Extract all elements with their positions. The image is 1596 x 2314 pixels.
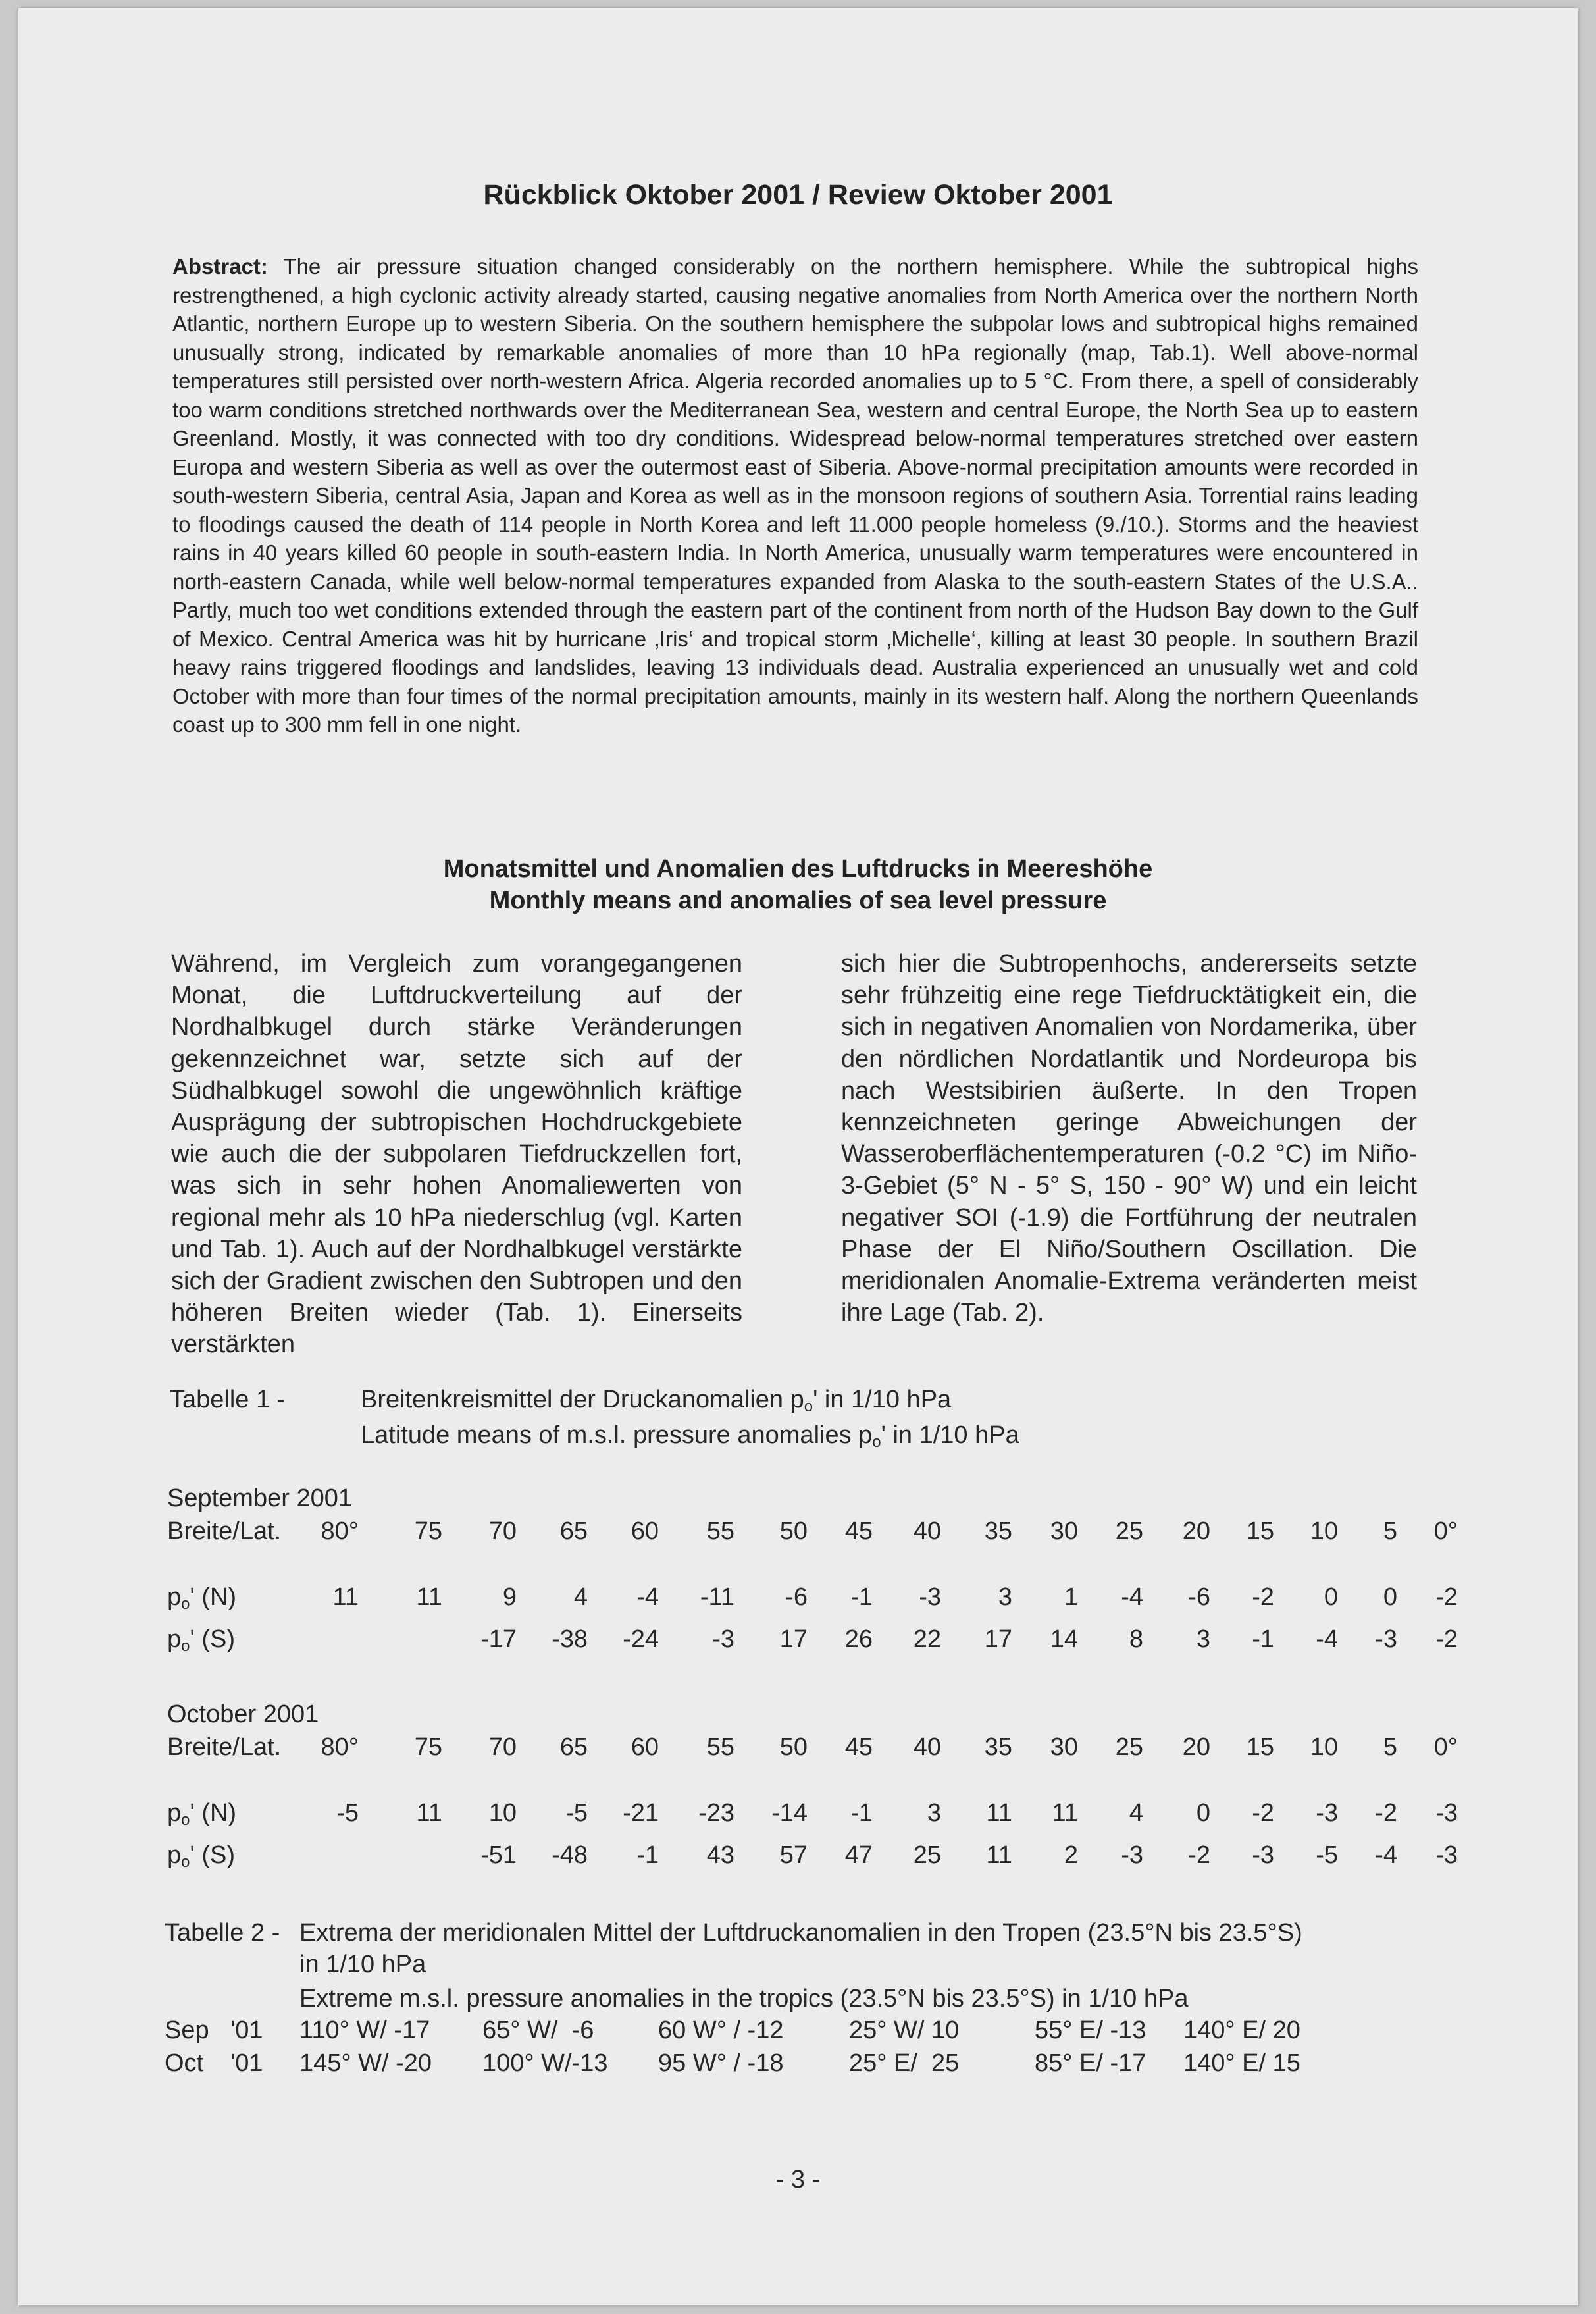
table1-lat-header: 10 [1310,1733,1338,1761]
table1-cell-north: -2 [1252,1799,1274,1827]
table1-row-label-south: $p_o'$ (S) [167,1625,235,1655]
table1-cell-south: -48 [552,1841,588,1869]
table1-lat-header: 25 [1115,1517,1143,1545]
table1-lat-header: 80° [321,1733,359,1761]
section-heading [0,853,1596,916]
table1-cell-north: 11 [416,1583,442,1611]
table1-cell-north: -6 [785,1583,808,1611]
table1-lat-header: 0° [1433,1517,1458,1545]
table1-cell-north: 11 [1052,1799,1078,1827]
table1-cell-south: 2 [1064,1841,1078,1869]
table2-year: '01 [230,2049,263,2077]
abstract-label: Abstract: [172,254,268,278]
table1-row-label-north: $p_o'$ (N) [167,1799,237,1829]
body-column-left: Während, im Vergleich zum vorangegangenen Monat, die Luftdruckverteilung auf der Nordhalbkugel durch stärke Veränderungen gekennzeichnet war, setzte sich auf der Südhalbkugel sowohl die ungewöhnlich kräftige Ausprägung der subtropischen Hochdruckgebiete wie auch die der subpolaren Tiefdruckzellen fort, was sich in sehr hohen Anomaliewerten von regional mehr als 10 hPa niederschlug (vgl. Karten und Tab. 1). Auch auf der Nordhalbkugel verstärkte sich der Gradient zwischen den Subtropen und den höheren Breiten wieder (Tab. 1). Einerseits verstärkten [171,950,742,1359]
table1-cell-south: -1 [1252,1625,1274,1653]
table1-cell-north: -3 [919,1583,941,1611]
table2-cell: 140° E/ 20 [1183,2016,1300,2044]
table1-cell-north: 0 [1383,1583,1397,1611]
table1-cell-north: -1 [850,1799,873,1827]
table1-cell-south: 47 [844,1841,873,1869]
table1-lat-header: 25 [1115,1733,1143,1761]
table1-cell-south: -24 [623,1625,659,1653]
table1-cell-south: 11 [986,1841,1012,1869]
table1-cell-south: 26 [844,1625,873,1653]
table1-cell-south: -4 [1375,1841,1397,1869]
table1-lat-header: 15 [1246,1517,1274,1545]
table2-cell: 95 W° / -18 [658,2049,784,2077]
table2-caption-de-1: Extrema der meridionalen Mittel der Luftdruckanomalien in den Tropen (23.5°N bis 23.5°S) [299,1919,1302,1947]
table1-label: Tabelle 1 - [170,1386,286,1413]
table1-cell-south: -3 [1375,1625,1397,1653]
table1-caption-en: Latitude means of m.s.l. pressure anomalies $p_o'$ in 1/10 hPa [361,1421,1019,1451]
abstract [172,252,1418,739]
table2-cell: 60 W° / -12 [658,2016,784,2044]
table1-lat-header: 20 [1182,1517,1210,1545]
table1-cell-north: -5 [336,1799,359,1827]
table2-caption-en: Extreme m.s.l. pressure anomalies in the tropics (23.5°N bis 23.5°S) in 1/10 hPa [299,1985,1189,2012]
table2-month: Sep [165,2016,209,2044]
table1-cell-south: 17 [984,1625,1012,1653]
table1-lat-header: 35 [984,1517,1012,1545]
table1-lat-header: 75 [414,1733,442,1761]
table1-cell-north: 1 [1064,1583,1078,1611]
table1-lat-header: 30 [1050,1517,1078,1545]
table1-cell-south: 14 [1050,1625,1078,1653]
table1-lat-header: 0° [1433,1733,1458,1761]
table1-cell-north: -4 [1121,1583,1143,1611]
table1-month-title: September 2001 [167,1485,352,1512]
table1-lat-header: 15 [1246,1733,1274,1761]
table1-cell-north: -21 [623,1799,659,1827]
table1-cell-south: 43 [706,1841,734,1869]
table1-cell-north: -6 [1188,1583,1210,1611]
table1-cell-south: 17 [779,1625,808,1653]
table2-month: Oct [165,2049,204,2077]
table1-cell-north: -3 [1435,1799,1458,1827]
table1-lat-header: 80° [321,1517,359,1545]
table1-cell-south: -3 [1121,1841,1143,1869]
table1-month-title: October 2001 [167,1700,319,1728]
table1-lat-header: 65 [559,1517,588,1545]
table1-cell-north: -2 [1435,1583,1458,1611]
table1-cell-south: -17 [480,1625,517,1653]
table1-cell-south: -51 [480,1841,517,1869]
table1-cell-north: -2 [1252,1583,1274,1611]
table1-lat-header: 50 [779,1733,808,1761]
table1-cell-south: -2 [1435,1625,1458,1653]
table1-cell-south: 3 [1196,1625,1210,1653]
table1-cell-south: -38 [552,1625,588,1653]
table1-cell-north: -11 [700,1583,734,1611]
table1-lat-header: 70 [488,1733,517,1761]
table1-caption-de: Breitenkreismittel der Druckanomalien $p_o'$ in 1/10 hPa [361,1386,952,1415]
table2-caption-de-2: in 1/10 hPa [299,1951,426,1978]
table1-cell-north: -5 [565,1799,588,1827]
table1-cell-south: 57 [779,1841,808,1869]
table1-cell-north: -3 [1316,1799,1338,1827]
page-title: Rückblick Oktober 2001 / Review Oktober 2001 [483,179,1113,211]
table1-cell-north: -14 [771,1799,808,1827]
table1-cell-south: 25 [913,1841,941,1869]
table2-cell: 25° W/ 10 [849,2016,960,2044]
table1-cell-south: -2 [1188,1841,1210,1869]
table1-cell-south: -1 [636,1841,659,1869]
table1-cell-north: -2 [1375,1799,1397,1827]
table1-lat-header: 5 [1383,1733,1397,1761]
table2-cell: 25° E/ 25 [849,2049,960,2077]
page-number: - 3 - [775,2166,821,2194]
table1-cell-north: 11 [986,1799,1012,1827]
table1-cell-north: 9 [502,1583,517,1611]
table1-cell-south: 22 [913,1625,941,1653]
table1-lat-header: 5 [1383,1517,1397,1545]
table2-cell: 55° E/ -13 [1035,2016,1146,2044]
table1-cell-north: 10 [488,1799,517,1827]
table1-lat-header: 35 [984,1733,1012,1761]
table1-cell-north: 0 [1196,1799,1210,1827]
table1-lat-header: 60 [631,1733,659,1761]
table1-cell-north: -4 [636,1583,659,1611]
table2-year: '01 [230,2016,263,2044]
table1-lat-header: 65 [559,1733,588,1761]
table1-cell-north: 11 [332,1583,359,1611]
table2-cell: 100° W/-13 [482,2049,608,2077]
table1-cell-south: 8 [1129,1625,1143,1653]
table2-cell: 140° E/ 15 [1183,2049,1300,2077]
table1-cell-north: 4 [1129,1799,1143,1827]
table1-lat-label: Breite/Lat. [167,1733,282,1761]
table1-lat-header: 30 [1050,1733,1078,1761]
table1-lat-header: 40 [913,1733,941,1761]
table1-lat-header: 55 [706,1517,734,1545]
table2-label: Tabelle 2 - [165,1919,280,1947]
section-heading-de: Monatsmittel und Anomalien des Luftdrucks in Meereshöhe [443,855,1153,883]
table2-cell: 85° E/ -17 [1035,2049,1146,2077]
table1-lat-header: 75 [414,1517,442,1545]
table1-cell-south: -3 [1435,1841,1458,1869]
table1-lat-header: 45 [844,1517,873,1545]
table1-cell-north: 3 [927,1799,941,1827]
abstract-text: The air pressure situation changed considerably on the northern hemisphere. While the subtropical highs restrengthened, a high cyclonic activity already started, causing negative anomalies from North America over the northern North Atlantic, northern Europe up to western Siberia. On the southern hemisphere the subpolar lows and subtropical highs remained unusually strong, indicated by remarkable anomalies of more than 10 hPa regionally (map, Tab.1). Well above-normal temperatures still persisted over north-western Africa. Algeria recorded anomalies up to 5 °C. From there, a spell of considerably too warm conditions stretched northwards over the Mediterranean Sea, western and central Europe, the North Sea up to eastern Greenland. Mostly, it was connected with too dry conditions. Widespread below-normal temperatures stretched over eastern Europa and western Siberia as well as over the outermost east of Siberia. Above-normal precipitation amounts were recorded in south-western Siberia, central Asia, Japan and Korea as well as in the monsoon regions of southern Asia. Torrential rains leading to floodings caused the death of 114 people in North Korea and left 11.000 people homeless (9./10.). Storms and the heaviest rains in 40 years killed 60 people in south-eastern India. In North America, unusually warm temperatures were encountered in north-eastern Canada, while well below-normal temperatures expanded from Alaska to the south-eastern States of the U.S.A.. Partly, much too wet conditions extended through the eastern part of the continent from north of the Hudson Bay down to the Gulf of Mexico. Central America was hit by hurricane ‚Iris‘ and tropical storm ‚Michelle‘, killing at least 30 people. In southern Brazil heavy rains triggered floodings and landslides, leaving 13 individuals dead. Australia experienced an unusually wet and cold October with more than four times of the normal precipitation amounts, mainly in its western half. Along the northern Queenlands coast up to 300 mm fell in one night. [172,254,1418,737]
table1-cell-south: -3 [1252,1841,1274,1869]
table1-lat-header: 40 [913,1517,941,1545]
table1-cell-south: -3 [712,1625,734,1653]
table1-cell-north: 11 [416,1799,442,1827]
table1-lat-header: 50 [779,1517,808,1545]
table2-cell: 110° W/ -17 [299,2016,430,2044]
table1-cell-south: -4 [1316,1625,1338,1653]
table1-lat-header: 10 [1310,1517,1338,1545]
table1-cell-north: 4 [573,1583,588,1611]
table1-cell-north: -23 [698,1799,734,1827]
table1-lat-header: 70 [488,1517,517,1545]
table1-lat-header: 45 [844,1733,873,1761]
table1-lat-header: 20 [1182,1733,1210,1761]
table1-lat-header: 60 [631,1517,659,1545]
table1-cell-north: 0 [1324,1583,1338,1611]
table1-row-label-south: $p_o'$ (S) [167,1841,235,1871]
table2-cell: 65° W/ -6 [482,2016,594,2044]
table1-lat-header: 55 [706,1733,734,1761]
table1-cell-north: -1 [850,1583,873,1611]
table1-lat-label: Breite/Lat. [167,1517,282,1545]
table1-cell-south: -5 [1316,1841,1338,1869]
table2-cell: 145° W/ -20 [299,2049,432,2077]
table1-row-label-north: $p_o'$ (N) [167,1583,237,1613]
section-heading-en: Monthly means and anomalies of sea level pressure [489,887,1107,914]
table1-cell-north: 3 [998,1583,1012,1611]
body-column-right: sich hier die Subtropenhochs, andererseits setzte sehr frühzeitig eine rege Tiefdrucktätigkeit ein, die sich in negativen Anomalien von Nordamerika, über den nördlichen Nordatlantik und Nordeuropa bis nach Westsibirien äußerte. In den Tropen kennzeichneten geringe Abweichungen der Wasseroberflächentemperaturen (-0.2 °C) im Niño-3-Gebiet (5° N - 5° S, 150 - 90° W) und ein leicht negativer SOI (-1.9) die Fortführung der neutralen Phase der El Niño/Southern Oscillation. Die meridionalen Anomalie-Extrema veränderten meist ihre Lage (Tab. 2). [841,950,1417,1327]
